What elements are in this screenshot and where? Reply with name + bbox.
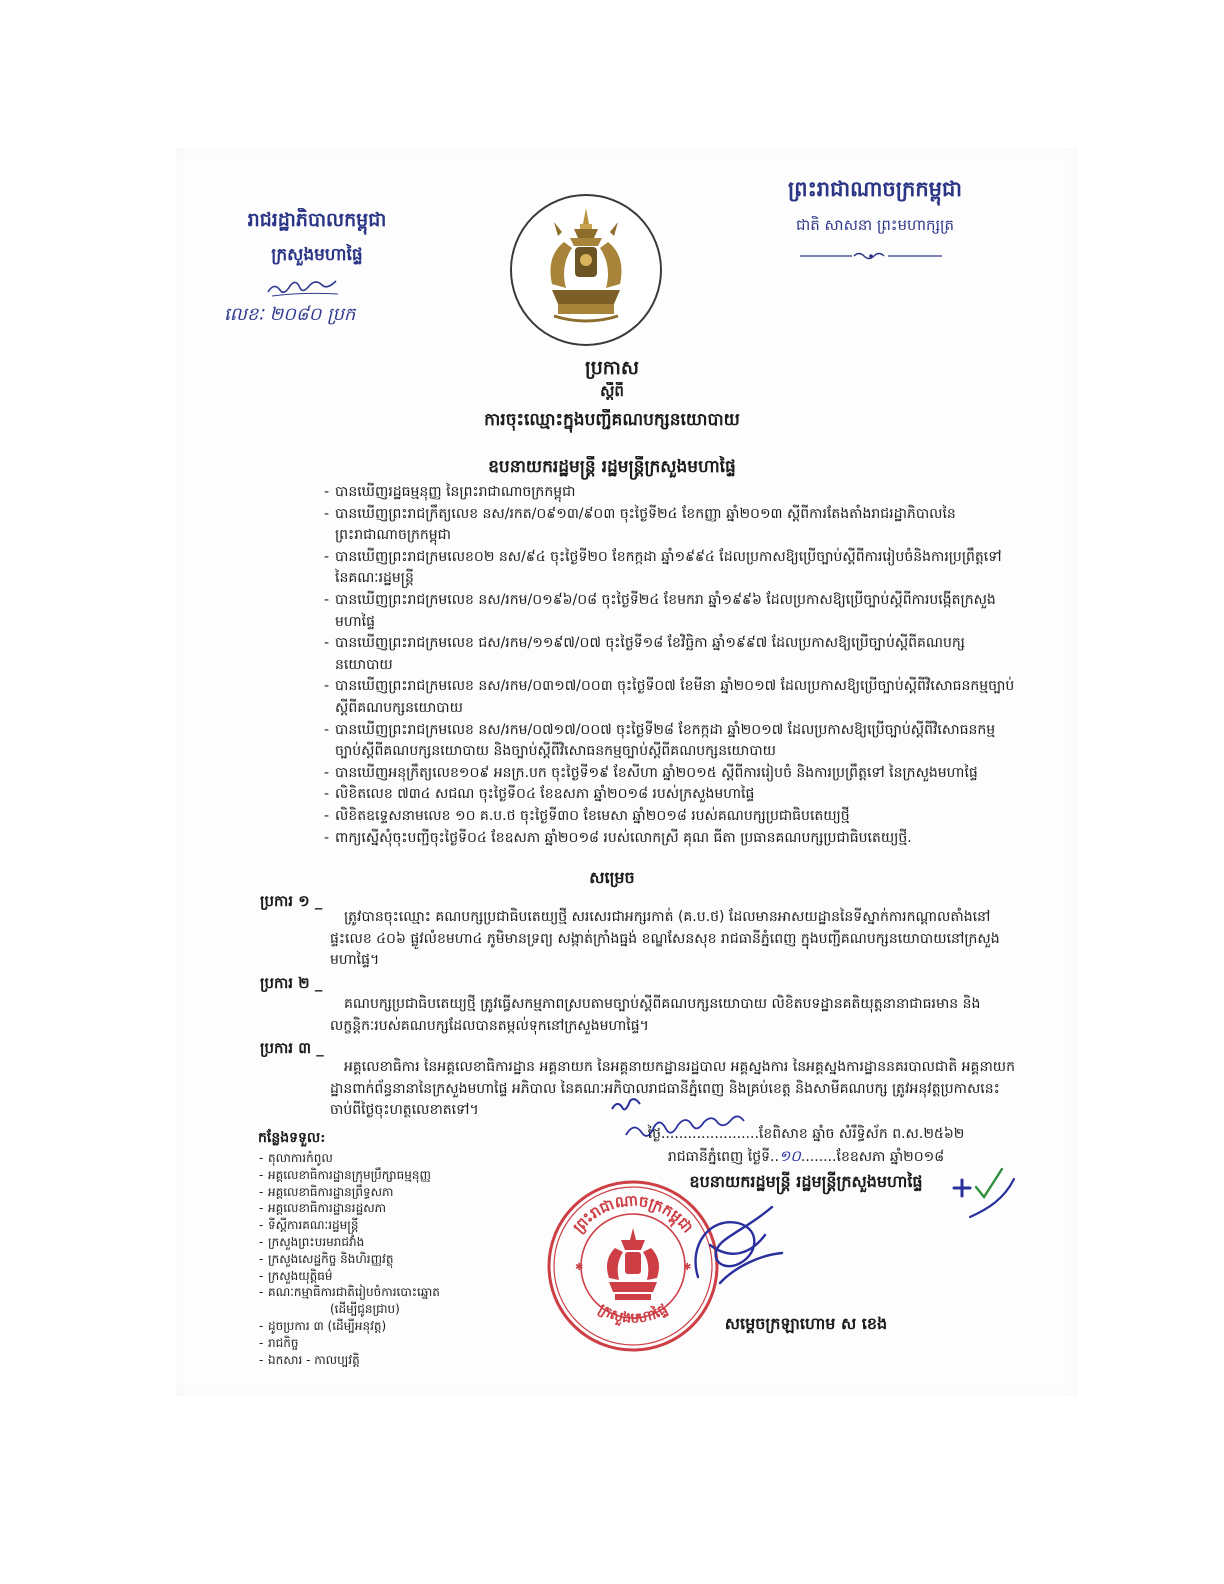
- recipients-list: [258, 1150, 558, 1368]
- article-3-label: ប្រការ ៣ _: [260, 1039, 324, 1057]
- recipient-item: - គណៈកម្មាធិការជាតិរៀបចំការបោះឆ្នោត: [258, 1284, 558, 1301]
- lunar-date-prefix: ថ្ងៃ: [647, 1126, 661, 1142]
- recipient-note: (ដើម្បីជូនជ្រាប): [330, 1302, 400, 1317]
- handwritten-initials: [262, 276, 346, 300]
- recipient-item: - អគ្គលេខាធិការដ្ឋានក្រុមប្រឹក្សាធម្មនុញ្ញ: [258, 1167, 558, 1184]
- consideration-item: - បានឃើញព្រះរាជក្រមលេខ០២ នស/៩៤ ចុះថ្ងៃទី២០ ខែកក្កដា ឆ្នាំ១៩៩៤ ដែលប្រកាសឱ្យប្រើច្បាប់ស្តីពីការរៀបចំនិងការប្រព្រឹត្តទៅ នៃគណៈរដ្ឋមន្ត្រី: [322, 547, 1016, 590]
- document-type: ប្រកាស: [585, 357, 639, 379]
- stamp-bottom-text: ក្រសួងមហាផ្ទៃ: [595, 1301, 671, 1327]
- approval-tick-mark: [612, 1099, 640, 1109]
- consideration-item: - លិខិតឧទ្ទេសនាមលេខ ១០ គ.ប.ថ ចុះថ្ងៃទី៣០ ខែមេសា ឆ្នាំ២០១៨ របស់គណបក្សប្រជាធិបតេយ្យថ្មី: [322, 806, 1016, 828]
- kingdom-heading: ព្រះរាជាណាចក្រកម្ពុជា: [787, 176, 962, 201]
- initials-plus: [954, 1180, 970, 1196]
- article-3-text: អគ្គលេខាធិការ នៃអគ្គលេខាធិការដ្ឋាន អគ្គនាយក នៃអគ្គនាយកដ្ឋានរដ្ឋបាល អគ្គស្នងការ នៃអគ្គស្នងការដ្ឋាននគរបាលជាតិ អគ្គនាយកដ្ឋានពាក់ព័ន្ធនានានៃក្រសួងមហាផ្ទៃ អភិបាល នៃគណៈអភិបាលរាជធានីភ្នំពេញ និងគ្រប់ខេត្ត និងសាមីគណបក្ស ត្រូវអនុវត្តប្រកាសនេះចាប់ពីថ្ងៃចុះហត្ថលេខាតទៅ។: [330, 1059, 1015, 1119]
- lunar-date-blank: ......................: [660, 1126, 759, 1142]
- consideration-item: - បានឃើញអនុក្រឹត្យលេខ១០៩ អនក្រ.បក ចុះថ្ងៃទី១៩ ខែសីហា ឆ្នាំ២០១៥ ស្តីពីការរៀបចំ និងការប្រព្រឹត្តទៅ នៃក្រសួងមហាផ្ទៃ: [322, 763, 1016, 785]
- consideration-item: - បានឃើញព្រះរាជក្រមលេខ នស/រកម/០១៩៦/០៨ ចុះថ្ងៃទី២៤ ខែមករា ឆ្នាំ១៩៩៦ ដែលប្រកាសឱ្យប្រើច្បាប់ស្តីពីការបង្កើតក្រសួងមហាផ្ទៃ: [322, 590, 1016, 633]
- document-number: [224, 302, 454, 334]
- solar-date-prefix: រាជធានីភ្នំពេញ ថ្ងៃទី..: [667, 1149, 779, 1165]
- recipient-item: - ក្រសួងព្រះបរមរាជវាំង: [258, 1234, 558, 1251]
- solar-date-suffix: ........ខែឧសភា ឆ្នាំ២០១៨: [800, 1149, 945, 1165]
- recipient-item: - តុលាការកំពូល: [258, 1150, 558, 1167]
- recipient-item: - ទីស្តីការគណៈរដ្ឋមន្ត្រី: [258, 1217, 558, 1234]
- article-1-label: ប្រការ ១ _: [260, 892, 323, 910]
- document-number-label: លេខៈ: [224, 304, 264, 325]
- recipient-item: - ក្រសួងយុត្តិធម៌: [258, 1268, 558, 1285]
- consideration-item: - ពាក្យស្នើសុំចុះបញ្ជីចុះថ្ងៃទី០៤ ខែឧសភា ឆ្នាំ២០១៨ របស់លោកស្រី គុណ ធីតា ប្រធានគណបក្សប្រជាធិបតេយ្យថ្មី.: [322, 828, 1016, 850]
- initials-check: [976, 1169, 1002, 1197]
- ministry-heading: ក្រសួងមហាផ្ទៃ: [271, 245, 363, 265]
- solar-date-day: ១០: [778, 1147, 801, 1165]
- document-subject: ការចុះឈ្មោះក្នុងបញ្ជីគណបក្សនយោបាយ: [484, 410, 740, 430]
- issuer-title: ឧបនាយករដ្ឋមន្ត្រី រដ្ឋមន្ត្រីក្រសួងមហាផ្ទៃ: [488, 457, 736, 477]
- signature-and-handwriting: [560, 1095, 1030, 1295]
- consideration-item: - លិខិតលេខ ៧៣៤ សជណ ចុះថ្ងៃទី០៤ ខែឧសភា ឆ្នាំ២០១៨ របស់ក្រសួងមហាផ្ទៃ: [322, 784, 1016, 806]
- consideration-item: - បានឃើញព្រះរាជក្រមលេខ ជស/រកម/១១៩៧/០៧ ចុះថ្ងៃទី១៨ ខែវិច្ឆិកា ឆ្នាំ១៩៩៧ ដែលប្រកាសឱ្យប្រើច្បាប់ស្តីពីគណបក្សនយោបាយ: [322, 633, 1016, 676]
- article-1-text: ត្រូវបានចុះឈ្មោះ គណបក្សប្រជាធិបតេយ្យថ្មី សរសេរជាអក្សរកាត់ (គ.ប.ថ) ដែលមានអាសយដ្ឋាននៃទីស្នាក់ការកណ្តាលតាំងនៅផ្ទះលេខ ៤០៦ ផ្លូវលំខមហា៤ ភូមិមានទ្រព្យ សង្កាត់ក្រាំងធ្នង់ ខណ្ឌសែនសុខ រាជធានីភ្នំពេញ ក្នុងបញ្ជីគណបក្សនយោបាយនៅក្រសួងមហាផ្ទៃ។: [330, 909, 1000, 969]
- recipient-item: - រាជកិច្ច: [258, 1335, 558, 1352]
- recipients-block: [258, 1128, 558, 1380]
- royal-emblem: [508, 192, 664, 348]
- recipient-item: - អគ្គលេខាធិការដ្ឋានរដ្ឋសភា: [258, 1200, 558, 1217]
- title-about: ស្តីពី: [600, 382, 624, 400]
- signer-name: សម្តេចក្រឡាហោម ស ខេង: [724, 1314, 888, 1333]
- recipient-item: - ឯកសារ - កាលប្បវត្តិ: [258, 1352, 558, 1369]
- considerations-list: [322, 482, 1016, 876]
- signer-title: ឧបនាយករដ្ឋមន្ត្រី រដ្ឋមន្ត្រីក្រសួងមហាផ្ទៃ: [689, 1172, 923, 1191]
- consideration-item: - បានឃើញព្រះរាជក្រឹត្យលេខ នស/រកត/០៩១៣/៩០៣ ចុះថ្ងៃទី២៤ ខែកញ្ញា ឆ្នាំ២០១៣ ស្តីពីការតែងតាំងរាជរដ្ឋាភិបាលនៃព្រះរាជាណាចក្រកម្ពុជា: [322, 504, 1016, 547]
- consideration-item: - បានឃើញព្រះរាជក្រមលេខ នស/រកម/០៧១៧/០០៧ ចុះថ្ងៃទី២៨ ខែកក្កដា ឆ្នាំ២០១៧ ដែលប្រកាសឱ្យប្រើច្បាប់ស្តីពីវិសោធនកម្មច្បាប់ស្តីពីគណបក្សនយោបាយ និងច្បាប់ស្តីពីវិសោធនកម្មច្បាប់ស្តីពីគណបក្សនយោបាយ: [322, 720, 1016, 763]
- date-scribble: [626, 1116, 744, 1135]
- recipient-item: - ដូចប្រការ ៣ (ដើម្បីអនុវត្ត): [258, 1318, 558, 1335]
- recipient-item: - អគ្គលេខាធិការដ្ឋានព្រឹទ្ធសភា: [258, 1184, 558, 1201]
- svg-text:✱: ✱: [575, 1262, 584, 1273]
- decision-heading: សម្រេច: [589, 868, 635, 887]
- recipients-heading: កន្លែងទទួល:: [258, 1130, 326, 1146]
- article-2-label: ប្រការ ២ _: [260, 974, 323, 992]
- stamp-top-text: ព្រះរាជាណាចក្រកម្ពុជា: [569, 1191, 697, 1237]
- signature-stroke: [696, 1207, 782, 1283]
- consideration-item: - បានឃើញព្រះរាជក្រមលេខ នស/រកម/០៣១៧/០០៣ ចុះថ្ងៃទី០៧ ខែមីនា ឆ្នាំ២០១៧ ដែលប្រកាសឱ្យប្រើច្បាប់ស្តីពីវិសោធនកម្មច្បាប់ស្តីពីគណបក្សនយោបាយ: [322, 676, 1016, 719]
- lunar-date-suffix: ខែពិសាខ ឆ្នាំច សំរឹទ្ធិស័ក ព.ស.២៥៦២: [758, 1126, 965, 1142]
- document-number-value: ២០៨០ ប្រក: [269, 304, 356, 325]
- ornament-divider: [798, 250, 944, 262]
- national-motto: ជាតិ សាសនា ព្រះមហាក្សត្រ: [795, 216, 955, 234]
- article-2-text: គណបក្សប្រជាធិបតេយ្យថ្មី ត្រូវធ្វើសកម្មភាពស្របតាមច្បាប់ស្តីពីគណបក្សនយោបាយ លិខិតបទដ្ឋានគតិយុត្តនានាជាធរមាន និងលក្ខន្តិកៈរបស់គណបក្សដែលបានតម្កល់ទុកនៅក្រសួងមហាផ្ទៃ។: [330, 996, 981, 1034]
- consideration-item: - បានឃើញរដ្ឋធម្មនុញ្ញ នៃព្រះរាជាណាចក្រកម្ពុជា: [322, 482, 1016, 504]
- recipient-item: - ក្រសួងសេដ្ឋកិច្ច និងហិរញ្ញវត្ថុ: [258, 1251, 558, 1268]
- svg-text:ក្រសួងមហាផ្ទៃ: [596, 1299, 671, 1326]
- government-heading: រាជរដ្ឋាភិបាលកម្ពុជា: [247, 209, 387, 231]
- svg-text:✱: ✱: [683, 1262, 692, 1273]
